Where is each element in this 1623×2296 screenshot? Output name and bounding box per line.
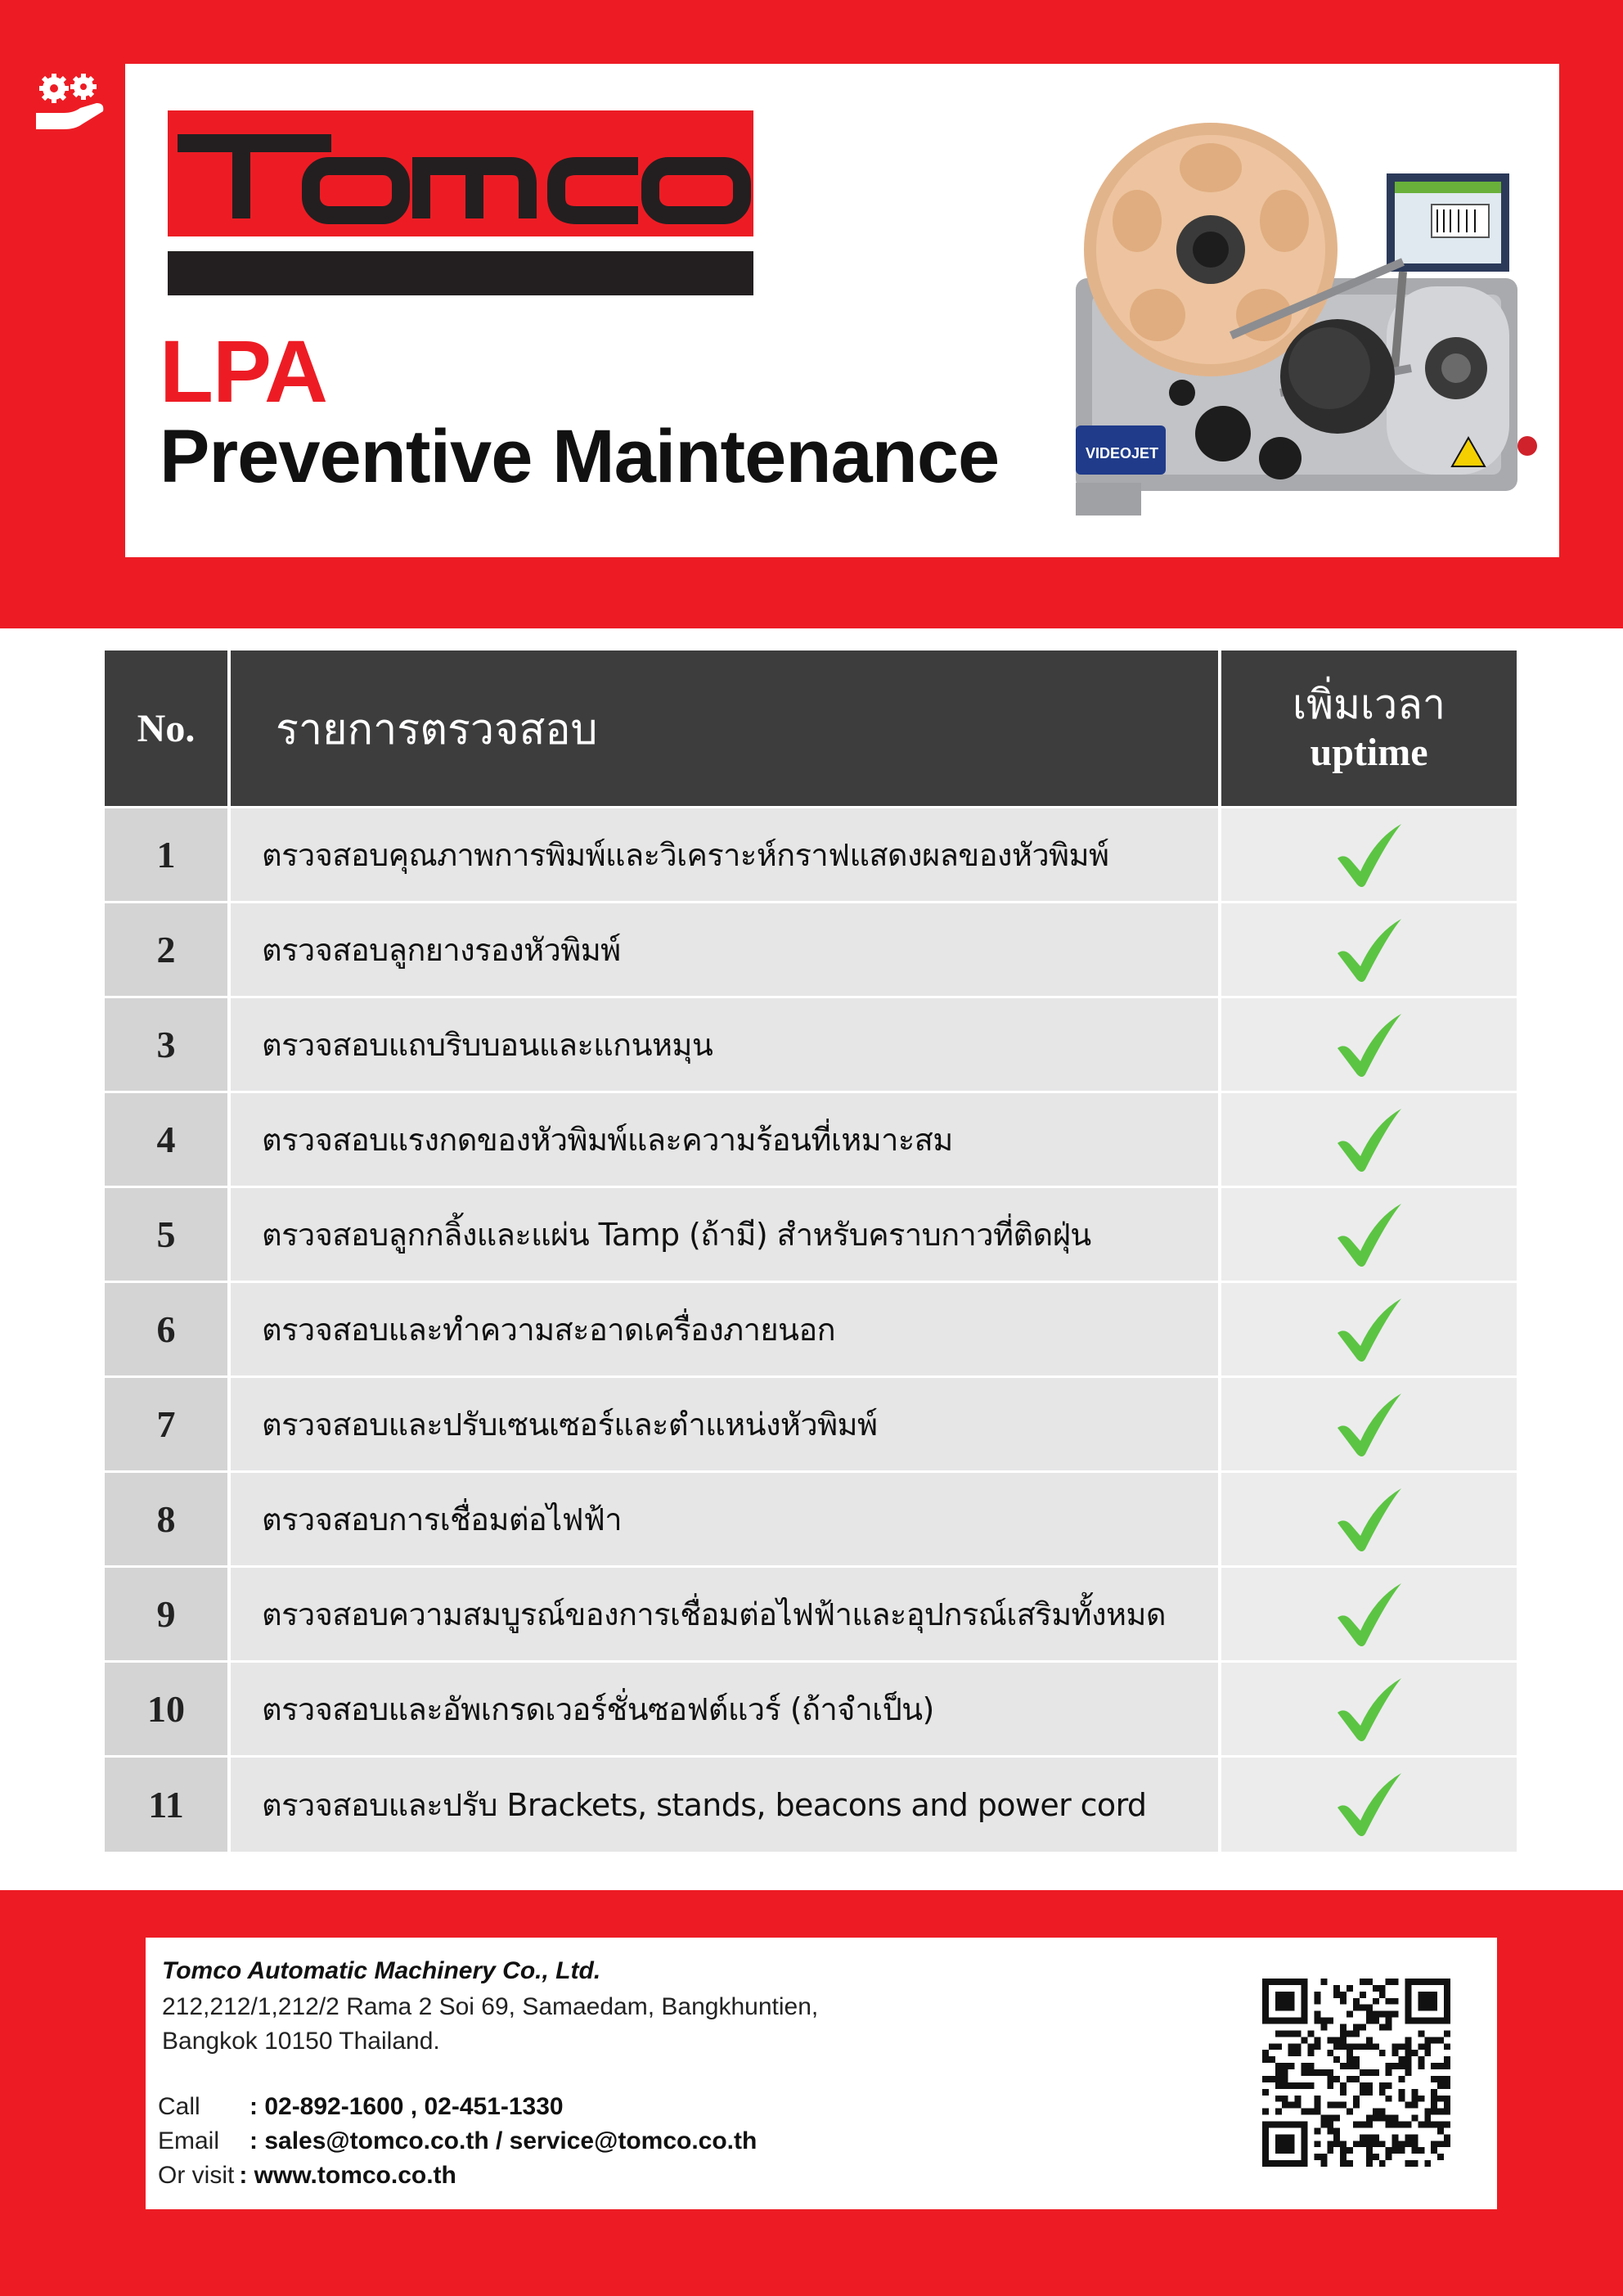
- address-line-2: Bangkok 10150 Thailand.: [162, 2028, 440, 2055]
- checklist-header: [105, 651, 1517, 808]
- row-number: 3: [105, 997, 229, 1092]
- row-number: 8: [105, 1472, 229, 1567]
- row-item: ตรวจสอบคุณภาพการพิมพ์และวิเคราะห์กราฟแสดงผลของหัวพิมพ์: [229, 808, 1220, 903]
- visit-label: Or visit: [158, 2162, 235, 2189]
- table-row: [105, 997, 1517, 1092]
- row-uptime-check: [1220, 1472, 1517, 1567]
- row-uptime-check: [1220, 808, 1517, 903]
- checkmark-icon: [1333, 1294, 1406, 1366]
- call-value[interactable]: : 02-892-1600 , 02-451-1330: [250, 2093, 564, 2120]
- checkmark-icon: [1333, 1483, 1406, 1555]
- row-number: 6: [105, 1282, 229, 1377]
- email-value[interactable]: : sales@tomco.co.th / service@tomco.co.th: [250, 2127, 758, 2154]
- column-header-uptime: [1220, 651, 1517, 808]
- tomco-logo: [168, 110, 753, 295]
- checkmark-icon: [1333, 1389, 1406, 1461]
- machine-brand-label: VIDEOJET: [1086, 445, 1159, 461]
- row-number: 1: [105, 808, 229, 903]
- row-number: 5: [105, 1187, 229, 1282]
- row-item: ตรวจสอบความสมบูรณ์ของการเชื่อมต่อไฟฟ้าและอุปกรณ์เสริมทั้งหมด: [229, 1567, 1220, 1662]
- table-row: [105, 1377, 1517, 1472]
- table-row: [105, 1472, 1517, 1567]
- title-preventive-maintenance: Preventive Maintenance: [160, 415, 1000, 498]
- row-number: 2: [105, 903, 229, 997]
- checkmark-icon: [1333, 819, 1406, 891]
- checklist-table: [105, 651, 1517, 1852]
- address-line-1: 212,212/1,212/2 Rama 2 Soi 69, Samaedam, Bangkhuntien,: [162, 1993, 819, 2020]
- column-header-uptime-thai: เพิ่มเวลา: [1293, 681, 1445, 729]
- row-item: ตรวจสอบลูกยางรองหัวพิมพ์: [229, 903, 1220, 997]
- row-number: 9: [105, 1567, 229, 1662]
- row-uptime-check: [1220, 1757, 1517, 1852]
- contact-call: [158, 2093, 564, 2121]
- column-header-no: No.: [105, 651, 229, 808]
- title-lpa: LPA: [160, 322, 327, 421]
- contact-email: [158, 2127, 757, 2155]
- row-item: ตรวจสอบแรงกดของหัวพิมพ์และความร้อนที่เหมาะสม: [229, 1092, 1220, 1187]
- service-hand-gears-icon: [31, 70, 110, 137]
- checklist-body: [105, 808, 1517, 1852]
- row-uptime-check: [1220, 1282, 1517, 1377]
- label-printer-applicator-image: [1059, 123, 1550, 532]
- row-uptime-check: [1220, 1567, 1517, 1662]
- row-item: ตรวจสอบและทำความสะอาดเครื่องภายนอก: [229, 1282, 1220, 1377]
- row-number: 10: [105, 1662, 229, 1757]
- table-row: [105, 1187, 1517, 1282]
- table-row: [105, 1092, 1517, 1187]
- row-item: ตรวจสอบลูกกลิ้งและแผ่น Tamp (ถ้ามี) สำหรับคราบกาวที่ติดฝุ่น: [229, 1187, 1220, 1282]
- column-header-uptime-english: uptime: [1310, 731, 1428, 775]
- checkmark-icon: [1333, 1673, 1406, 1745]
- checkmark-icon: [1333, 1768, 1406, 1840]
- row-number: 4: [105, 1092, 229, 1187]
- row-uptime-check: [1220, 1662, 1517, 1757]
- row-uptime-check: [1220, 903, 1517, 997]
- row-number: 11: [105, 1757, 229, 1852]
- table-row: [105, 1282, 1517, 1377]
- row-uptime-check: [1220, 1092, 1517, 1187]
- row-uptime-check: [1220, 997, 1517, 1092]
- row-item: ตรวจสอบการเชื่อมต่อไฟฟ้า: [229, 1472, 1220, 1567]
- email-label: Email: [158, 2127, 220, 2154]
- table-row: [105, 808, 1517, 903]
- tomco-logo-lettering: [168, 110, 753, 236]
- table-row: [105, 1662, 1517, 1757]
- row-item: ตรวจสอบและอัพเกรดเวอร์ชั่นซอฟต์แวร์ (ถ้าจำเป็น): [229, 1662, 1220, 1757]
- checkmark-icon: [1333, 1199, 1406, 1271]
- qr-code-icon[interactable]: [1262, 1979, 1450, 2167]
- row-item: ตรวจสอบและปรับเซนเซอร์และตำแหน่งหัวพิมพ์: [229, 1377, 1220, 1472]
- website-link[interactable]: : www.tomco.co.th: [239, 2162, 456, 2189]
- contact-website: [158, 2162, 456, 2190]
- table-row: [105, 1757, 1517, 1852]
- call-label: Call: [158, 2093, 200, 2120]
- column-header-item: รายการตรวจสอบ: [229, 651, 1220, 808]
- table-row: [105, 1567, 1517, 1662]
- checkmark-icon: [1333, 1578, 1406, 1650]
- row-number: 7: [105, 1377, 229, 1472]
- checkmark-icon: [1333, 1009, 1406, 1081]
- row-uptime-check: [1220, 1377, 1517, 1472]
- checkmark-icon: [1333, 914, 1406, 986]
- company-name: Tomco Automatic Machinery Co., Ltd.: [162, 1957, 601, 1984]
- checkmark-icon: [1333, 1104, 1406, 1176]
- row-item: ตรวจสอบและปรับ Brackets, stands, beacons and power cord: [229, 1757, 1220, 1852]
- table-row: [105, 903, 1517, 997]
- row-uptime-check: [1220, 1187, 1517, 1282]
- row-item: ตรวจสอบแถบริบบอนและแกนหมุน: [229, 997, 1220, 1092]
